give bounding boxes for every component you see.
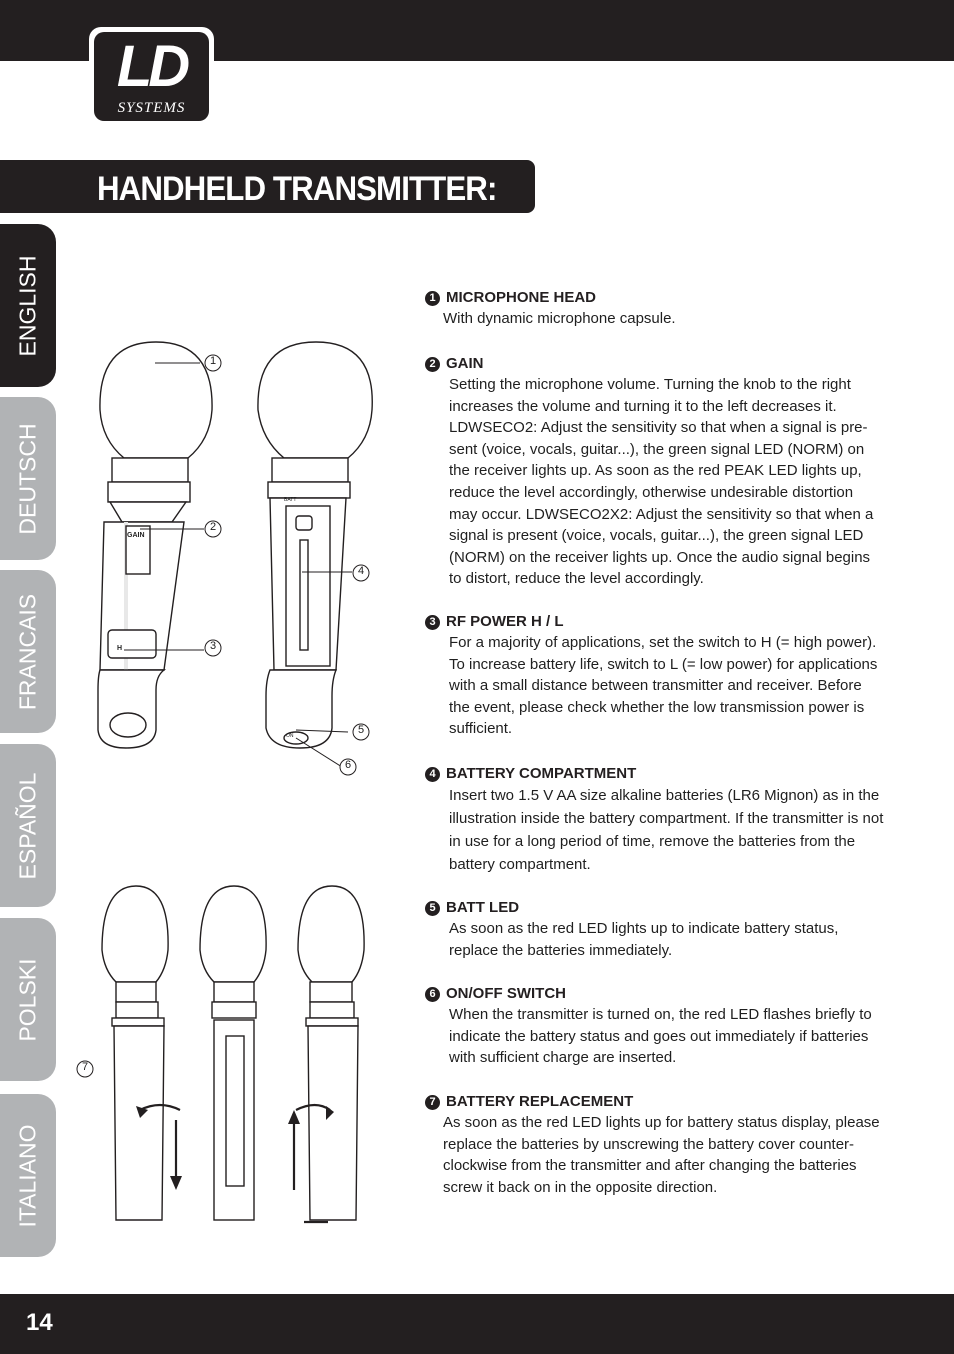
item-number-badge: 3 [425,615,440,630]
item-title: RF POWER H / L [446,613,564,630]
list-item [425,354,885,590]
item-text: Insert two 1.5 V AA size alkaline batteries (LR6 Mignon) as in the illustration inside the battery compartment. If the transmitter is not in use for a long period of time, remove the batteries from the battery compartment. [449,787,884,873]
lang-tab-label: POLSKI [14,957,41,1042]
callout-4: 4 [357,565,365,577]
lang-tab-francais[interactable] [0,570,56,733]
list-item [425,612,885,740]
callout-3: 3 [209,640,217,652]
item-text: As soon as the red LED lights up for battery status display, please replace the batteries by unscrewing the battery cover counter-clockwise from the transmitter and after changing the batteries screw it back on in the opposite direction. [443,1114,880,1196]
callout-2: 2 [209,521,217,533]
page-number: 14 [26,1309,53,1336]
list-item [425,984,885,1069]
logo-text: LD [116,34,187,99]
list-item [425,764,885,876]
item-title: GAIN [446,355,484,372]
item-text: Setting the microphone volume. Turning the knob to the right increases the volume and turning it to the left decreases it. LDWSECO2: Adjust the sensitivity so that when a signal is pre-sent (voice, vocals, guitar...), the green signal LED (NORM) on the receiver lights up. As soon as the red PEAK LED lights up, reduce the level accordingly, otherwise undesirable distortion may occur. LDWSECO2X2: Adjust the sensitivity so that when a signal is present (voice, vocals, guitar...), the green signal LED (NORM) on the receiver lights up. Once the audio signal begins to distort, reduce the level accordingly. [449,376,874,588]
item-title: BATTERY COMPARTMENT [446,765,637,782]
item-text: When the transmitter is turned on, the red LED flashes briefly to indicate the battery status and goes out immediately if batteries with sufficient charge are inserted. [449,1006,872,1067]
item-title: BATT LED [446,899,520,916]
item-number-badge: 4 [425,767,440,782]
item-title: MICROPHONE HEAD [446,289,597,306]
lang-tab-espanol[interactable] [0,744,56,907]
lang-tab-deutsch[interactable] [0,397,56,560]
footer-bar [0,1294,954,1354]
lang-tab-label: DEUTSCH [14,422,41,535]
item-title: ON/OFF SWITCH [446,985,566,1002]
item-title: BATTERY REPLACEMENT [446,1093,634,1110]
lang-tab-italiano[interactable] [0,1094,56,1257]
callout-5: 5 [357,724,365,736]
lang-tab-label: ITALIANO [14,1123,41,1228]
rf-switch-label: H [117,645,123,652]
item-number-badge: 1 [425,291,440,306]
item-text: As soon as the red LED lights up to indicate battery status, replace the batteries immediately. [449,920,839,959]
list-item [425,288,885,330]
list-item [425,898,885,961]
lang-tab-polski[interactable] [0,918,56,1081]
item-number-badge: 5 [425,901,440,916]
item-number-badge: 7 [425,1095,440,1110]
page-title: HANDHELD TRANSMITTER: [97,170,497,208]
item-number-badge: 2 [425,357,440,372]
callout-7: 7 [81,1061,89,1073]
lang-tab-english[interactable] [0,224,56,387]
on-switch-label: ON [286,733,294,739]
gain-label: GAIN [127,532,145,539]
transmitter-illustration [60,330,390,1230]
callout-6: 6 [344,759,352,771]
item-number-badge: 6 [425,987,440,1002]
batt-led-label: BATT [284,497,297,503]
lang-tab-label: ESPAÑOL [14,772,41,879]
lang-tab-label: FRANCAIS [14,593,41,710]
title-bar [0,160,535,213]
ld-systems-logo [89,27,214,126]
list-item [425,1092,885,1198]
callout-1: 1 [209,355,217,367]
lang-tab-label: ENGLISH [14,255,41,356]
logo-subtext: SYSTEMS [117,100,186,116]
item-text: For a majority of applications, set the switch to H (= high power). To increase battery life, switch to L (= low power) for applications with a small distance between transmitter and receiver. Before the event, please check whether the low transmission power is sufficient. [449,634,878,738]
item-text: With dynamic microphone capsule. [443,310,676,327]
